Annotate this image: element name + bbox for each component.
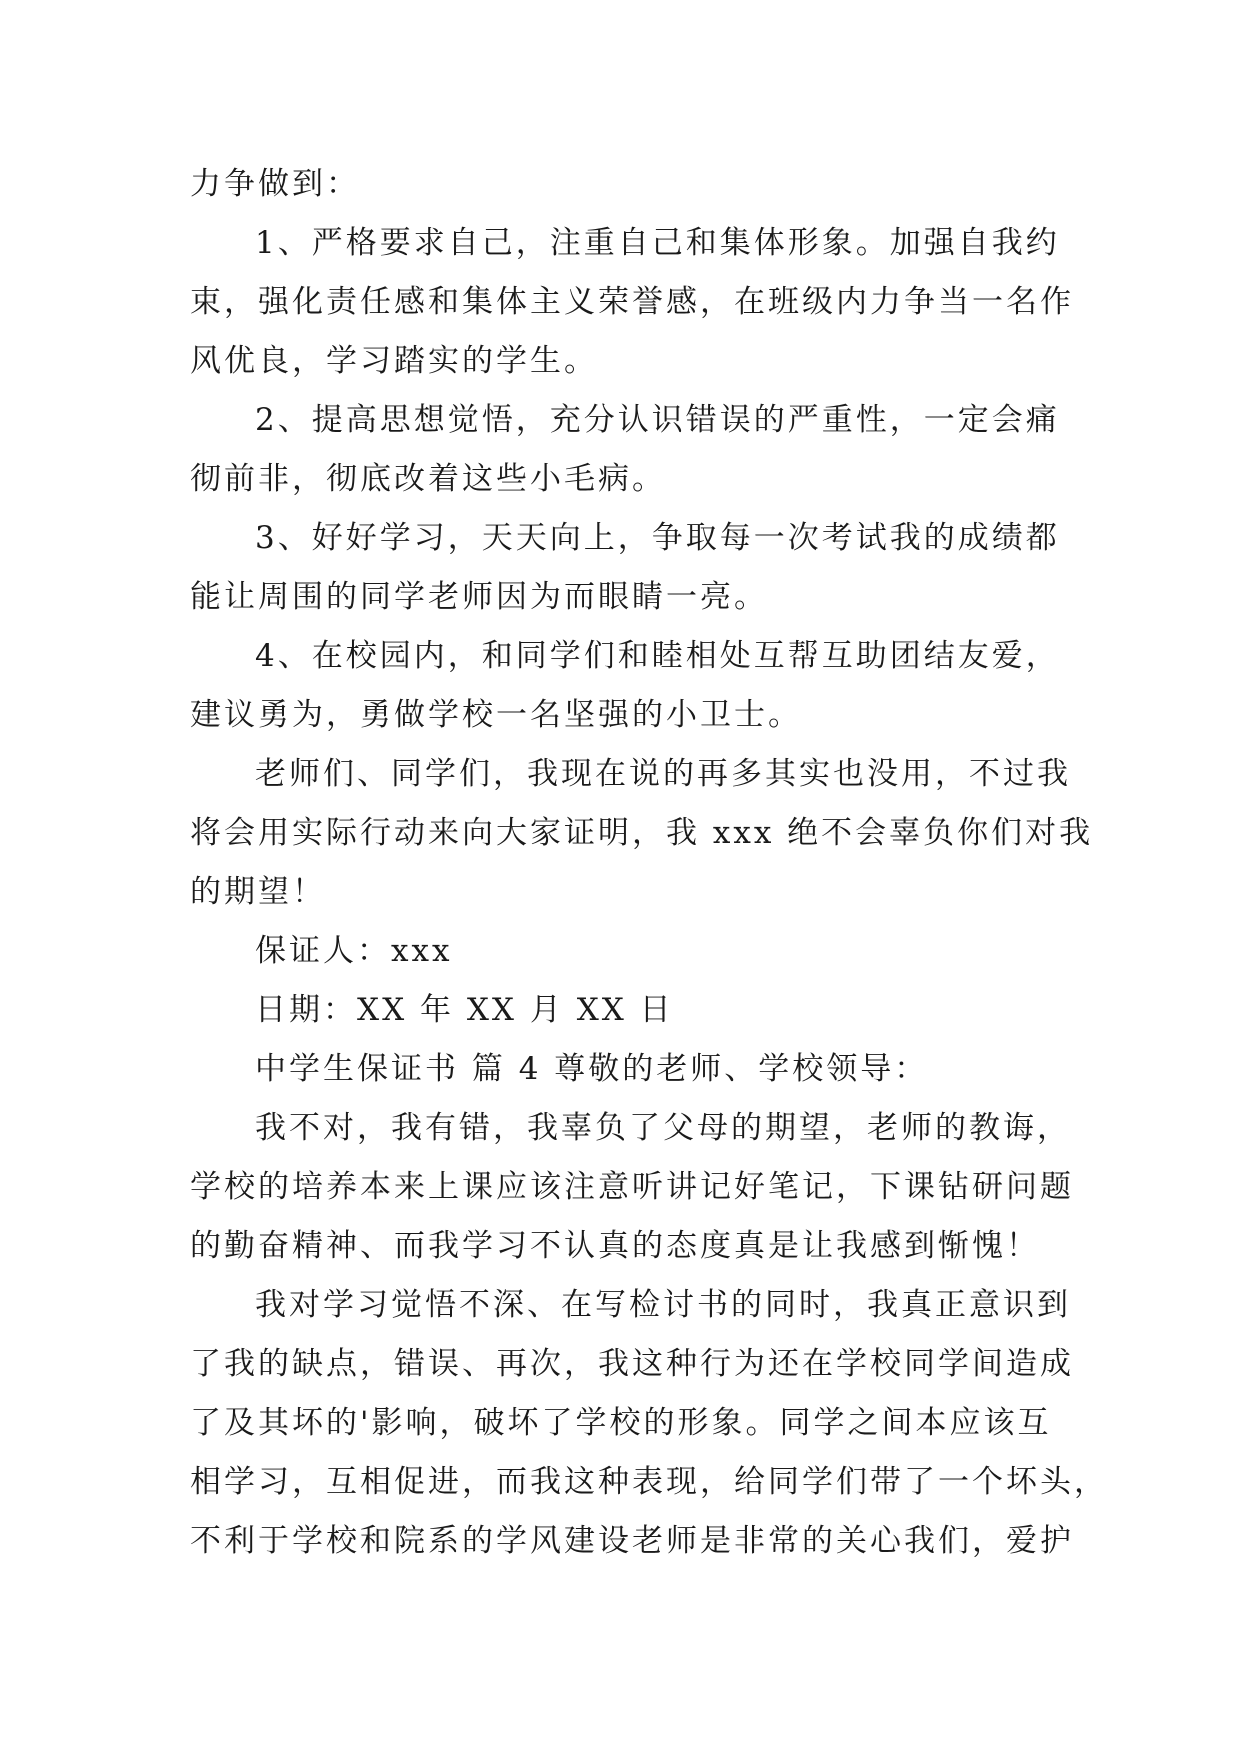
text-line: 中学生保证书 篇 4 尊敬的老师、学校领导： <box>255 1051 929 1087</box>
text-line: 的期望！ <box>190 874 326 910</box>
text-line: 了及其坏的'影响，破坏了学校的形象。同学之间本应该互 <box>190 1405 1052 1441</box>
text-line: 的勤奋精神、而我学习不认真的态度真是让我感到惭愧！ <box>190 1228 1040 1264</box>
text-line: 建议勇为，勇做学校一名坚强的小卫士。 <box>190 697 802 733</box>
text-line: 束，强化责任感和集体主义荣誉感，在班级内力争当一名作 <box>190 284 1074 320</box>
text-line: 力争做到： <box>190 166 360 202</box>
text-line: 4、在校园内，和同学们和睦相处互帮互助团结友爱， <box>255 638 1060 674</box>
text-line: 2、提高思想觉悟，充分认识错误的严重性，一定会痛 <box>255 402 1060 438</box>
text-line: 3、好好学习，天天向上，争取每一次考试我的成绩都 <box>255 520 1060 556</box>
text-line: 学校的培养本来上课应该注意听讲记好笔记，下课钻研问题 <box>190 1169 1074 1205</box>
text-line: 不利于学校和院系的学风建设老师是非常的关心我们，爱护 <box>190 1523 1074 1559</box>
text-line: 日期：XX 年 XX 月 XX 日 <box>255 992 674 1028</box>
text-line: 了我的缺点，错误、再次，我这种行为还在学校同学间造成 <box>190 1346 1074 1382</box>
text-line: 我对学习觉悟不深、在写检讨书的同时，我真正意识到 <box>255 1287 1071 1323</box>
text-line: 我不对，我有错，我辜负了父母的期望，老师的教诲， <box>255 1110 1071 1146</box>
text-line: 相学习，互相促进，而我这种表现，给同学们带了一个坏头， <box>190 1464 1108 1500</box>
text-line: 能让周围的同学老师因为而眼睛一亮。 <box>190 579 768 615</box>
text-line: 风优良，学习踏实的学生。 <box>190 343 598 379</box>
text-line: 老师们、同学们，我现在说的再多其实也没用，不过我 <box>255 756 1071 792</box>
text-line: 彻前非，彻底改着这些小毛病。 <box>190 461 666 497</box>
text-line: 1、严格要求自己，注重自己和集体形象。加强自我约 <box>255 225 1060 261</box>
document-body <box>190 155 1108 1571</box>
text-line: 将会用实际行动来向大家证明，我 xxx 绝不会辜负你们对我 <box>190 815 1094 851</box>
text-line: 保证人：xxx <box>255 933 453 969</box>
